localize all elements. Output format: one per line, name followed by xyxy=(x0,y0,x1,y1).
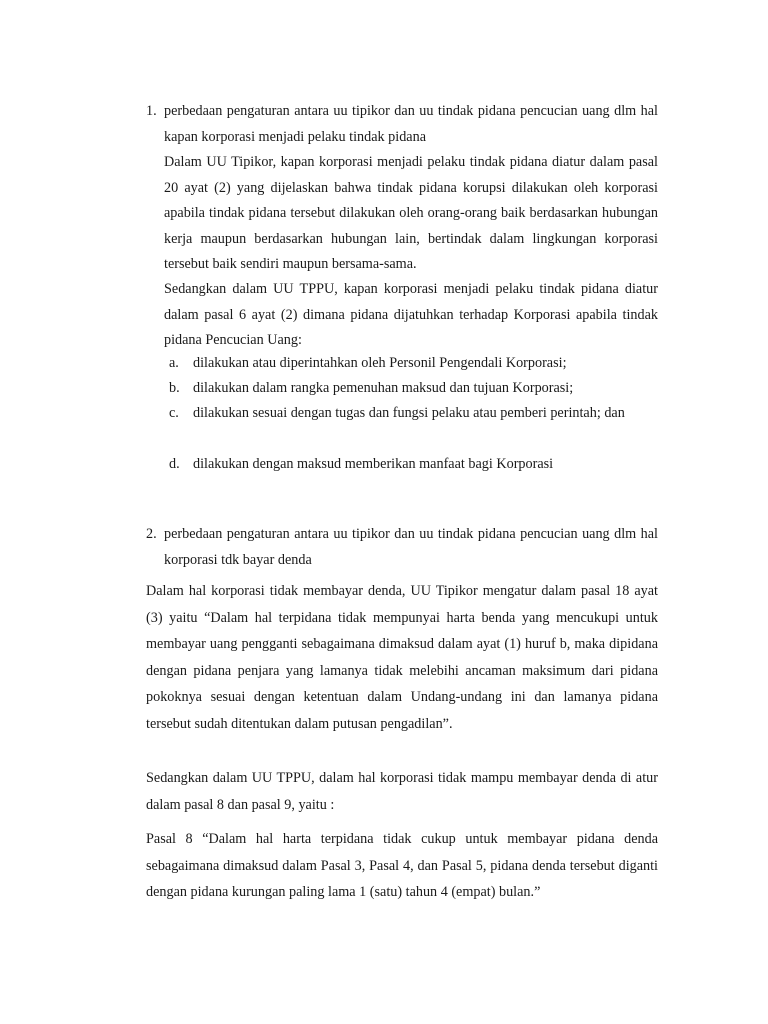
sub-item-text: dilakukan sesuai dengan tugas dan fungsi pelaku atau pemberi perintah; dan xyxy=(193,405,625,421)
paragraph: Dalam UU Tipikor, kapan korporasi menjadi pelaku tindak pidana diatur dalam pasal 20 ayat (2) yang dijelaskan bahwa tindak pidana korupsi dilakukan oleh korporasi apabila tindak pidana tersebut dilakukan oleh orang-orang baik berdasarkan hubungan kerja maupun berdasarkan hubungan lain, bertindak dalam lingkungan korporasi tersebut baik sendiri maupun bersama-sama. xyxy=(164,154,658,272)
sub-item-text: dilakukan dengan maksud memberikan manfaat bagi Korporasi xyxy=(193,456,554,472)
sub-item-text: dilakukan dalam rangka pemenuhan maksud dan tujuan Korporasi; xyxy=(193,380,574,396)
paragraph: Sedangkan dalam UU TPPU, dalam hal korporasi tidak mampu membayar denda di atur dalam pasal 8 dan pasal 9, yaitu : xyxy=(146,770,658,813)
paragraph: Pasal 8 “Dalam hal harta terpidana tidak cukup untuk membayar pidana denda sebagaimana dimaksud dalam Pasal 3, Pasal 4, dan Pasal 5, pidana denda tersebut diganti dengan pidana kurungan paling lama 1 (satu) tahun 4 (empat) bulan.” xyxy=(146,831,658,900)
list-heading: perbedaan pengaturan antara uu tipikor dan uu tindak pidana pencucian uang dlm hal kapan korporasi menjadi pelaku tindak pidana xyxy=(164,103,658,145)
list-item-2 xyxy=(146,522,658,574)
sub-item-letter: d. xyxy=(169,456,180,472)
list-number: 2. xyxy=(146,526,157,542)
sub-item-letter: a. xyxy=(169,355,179,371)
list-item-1 xyxy=(146,99,658,479)
paragraph: Dalam hal korporasi tidak membayar denda, UU Tipikor mengatur dalam pasal 18 ayat (3) yaitu “Dalam hal terpidana tidak mempunyai harta benda yang mencukupi untuk membayar uang pengganti sebagaimana dimaksud dalam ayat (1) huruf b, maka dipidana dengan pidana penjara yang lamanya tidak melebihi ancaman maksimum dari pidana pokoknya sesuai dengan ketentuan dalam Undang-undang ini dan lamanya pidana tersebut sudah ditentukan dalam putusan pengadilan”. xyxy=(146,583,658,732)
list-heading: perbedaan pengaturan antara uu tipikor dan uu tindak pidana pencucian uang dlm hal korporasi tdk bayar denda xyxy=(164,526,658,568)
paragraph: Sedangkan dalam UU TPPU, kapan korporasi menjadi pelaku tindak pidana diatur dalam pasal 6 ayat (2) dimana pidana dijatuhkan terhadap Korporasi apabila tindak pidana Pencucian Uang: xyxy=(164,281,658,348)
sub-item-letter: c. xyxy=(169,405,179,421)
list-number: 1. xyxy=(146,103,157,119)
sub-item-letter: b. xyxy=(169,380,180,396)
sub-item-text: dilakukan atau diperintahkan oleh Personil Pengendali Korporasi; xyxy=(193,355,567,371)
